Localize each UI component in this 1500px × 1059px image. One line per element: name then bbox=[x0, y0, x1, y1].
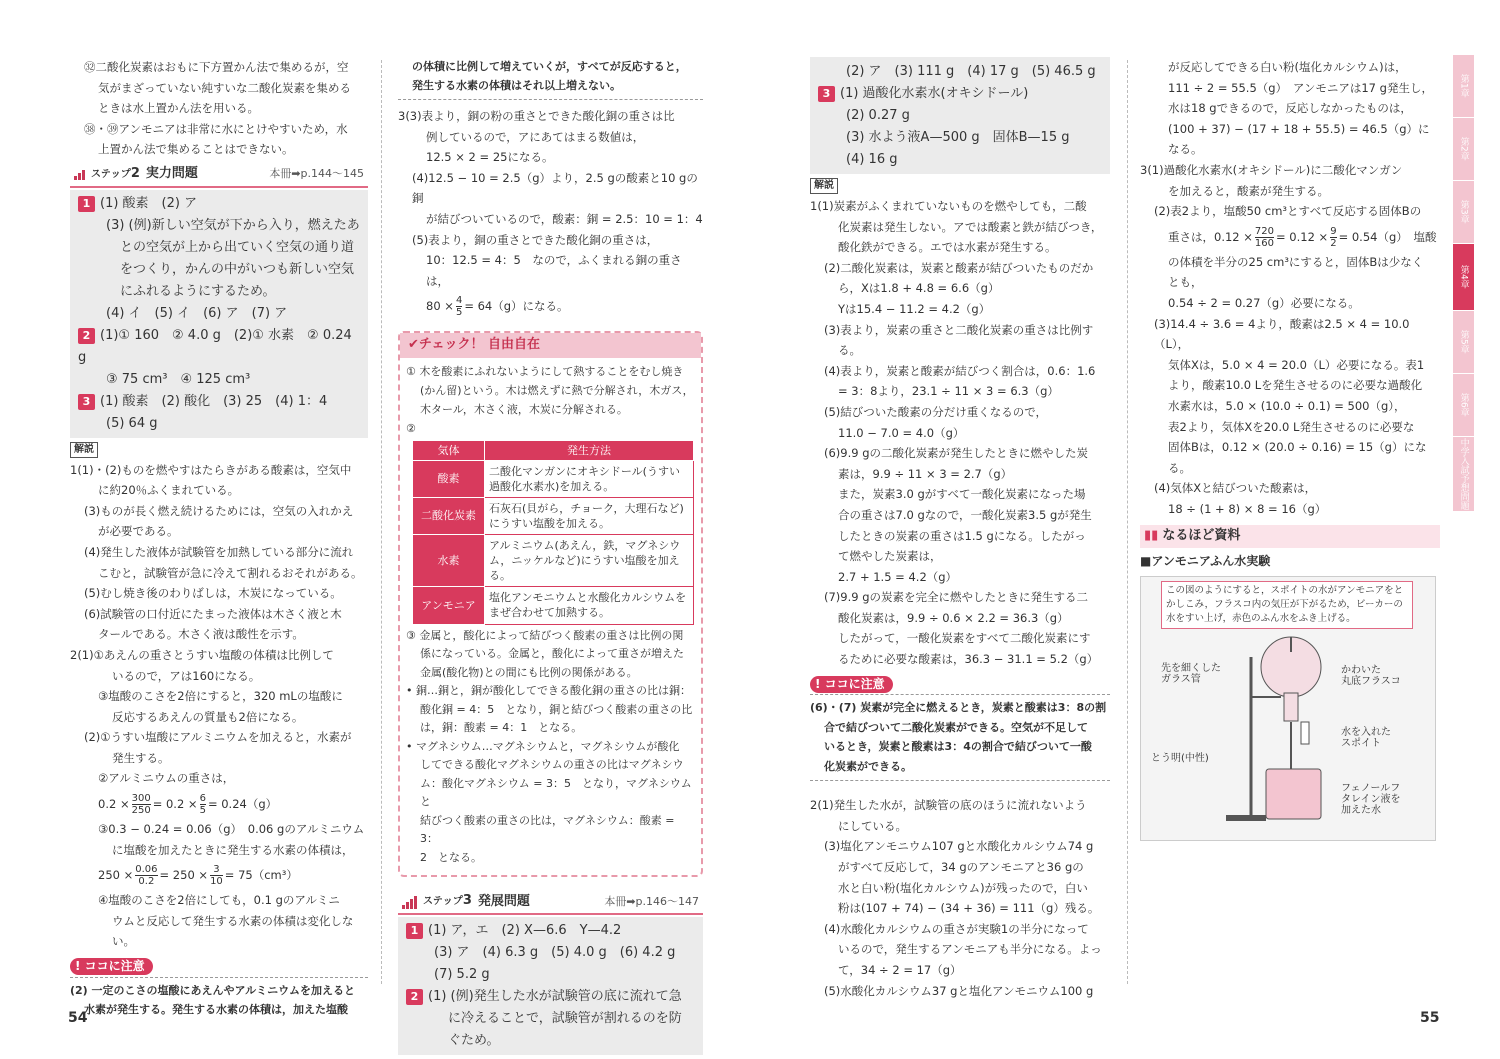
explanation-label: 解説 bbox=[810, 178, 838, 194]
gas-table bbox=[412, 440, 694, 625]
explanation bbox=[70, 460, 368, 952]
text-line: 2 となる。 bbox=[420, 850, 482, 864]
text-line: 発生する。 bbox=[112, 750, 170, 765]
text-line: (4)水酸化カルシウムの重さが実験1の半分になって bbox=[824, 921, 1089, 936]
text-line: 表2より，気体Xを20.0 L発生させるのに必要な bbox=[1168, 419, 1415, 434]
question-number: 2 bbox=[406, 989, 423, 1005]
text-line: ① 木を酸素にふれないようにして熱することをむし焼き bbox=[406, 364, 684, 378]
answer-line: (2) 0.27 g bbox=[846, 108, 910, 123]
label-phenolphthalein: フェノールフ タレイン液を 加えた水 bbox=[1341, 782, 1401, 816]
text-line: (2)表2より，塩酸50 cm³とすべて反応する固体Bの bbox=[1154, 204, 1422, 219]
answers-box bbox=[70, 190, 368, 438]
explanation bbox=[398, 106, 703, 321]
text-line: (3)表より，炭素の重さと二酸化炭素の重さは比例す bbox=[824, 322, 1094, 337]
caution-header: ! ココに注意 bbox=[70, 952, 368, 978]
label-glass-tube: 先を細くした ガラス管 bbox=[1161, 662, 1221, 685]
explanation-2 bbox=[810, 795, 1110, 1001]
explanation bbox=[1140, 57, 1440, 519]
text-line: (3)塩化アンモニウム107 gと水酸化カルシウム74 g bbox=[824, 839, 1094, 854]
explanation bbox=[810, 196, 1110, 670]
text-line: ム：酸化マグネシウム = 3：5 となり，マグネシウムと bbox=[420, 776, 692, 809]
level-bars-icon bbox=[74, 170, 85, 180]
text-line: ④塩酸のこさを2倍にしても，0.1 gのアルミニ bbox=[98, 893, 340, 908]
answer-line: 3 (1) 過酸化水素水(オキシドール) bbox=[818, 83, 1102, 105]
text-line: ②アルミニウムの重さは， bbox=[98, 771, 235, 786]
text-line: 係になっている。金属と，酸化によって重さが増えた bbox=[420, 647, 684, 661]
column-3 bbox=[810, 57, 1110, 1001]
text-line: (2)二酸化炭素は，炭素と酸素が結びついたものだか bbox=[824, 260, 1094, 275]
text-line: 水と白い粉(塩化カルシウム)が残ったので，白い bbox=[838, 880, 1088, 895]
answer-line: ③ 75 cm³ ④ 125 cm³ bbox=[106, 371, 251, 387]
page-number-right: 55 bbox=[1420, 1010, 1440, 1026]
chapter-tabs bbox=[1453, 55, 1497, 512]
text-line: (2)①うすい塩酸にアルミニウムを加えると，水素が bbox=[84, 730, 352, 745]
level-bars-icon bbox=[402, 896, 417, 909]
text-line: が必要である。 bbox=[98, 524, 179, 539]
answer-line: (3) ア (4) 6.3 g (5) 4.0 g (6) 4.2 g bbox=[434, 945, 676, 961]
text-line: ときは水上置かん法を用いる。 bbox=[98, 101, 259, 116]
text-line: (3)14.4 ÷ 3.6 = 4より，酸素は2.5 × 4 = 10.0（L）， bbox=[1154, 316, 1410, 352]
text-line: いるので，発生するアンモニアも半分になる。よっ bbox=[838, 942, 1102, 957]
text-line: してできる酸化マグネシウムの重さの比はマグネシウ bbox=[420, 758, 684, 772]
text-line: いるとき，炭素と酸素は3：4の割合で結びついて一酸 bbox=[824, 740, 1092, 754]
text-line: (5)水酸化カルシウム37 gと塩化アンモニウム100 g bbox=[824, 983, 1094, 998]
text-line: 合の重さは7.0 gなので，一酸化炭素3.5 gが発生 bbox=[838, 507, 1092, 522]
answer-line: 3 (1) 酸素 (2) 酸化 (3) 25 (4) 1：4 bbox=[78, 391, 360, 413]
figure-title: ■アンモニアふん水実験 bbox=[1140, 554, 1271, 569]
alert-icon: ! bbox=[75, 959, 81, 974]
answer-line: 1 (1) 酸素 (2) ア bbox=[78, 193, 360, 215]
text-line: (6)9.9 gの二酸化炭素が発生したときに燃やした炭 bbox=[824, 446, 1089, 461]
answers-box bbox=[398, 917, 703, 1055]
text-line: 例しているので，アにあてはまる数値は， bbox=[426, 129, 645, 144]
answer-line: をつくり，かんの中がいつも新しい空気 bbox=[120, 261, 355, 277]
answer-line: 2 (1)① 160 ② 4.0 g (2)① 水素 ② 0.24 g bbox=[78, 327, 352, 365]
explanation-label: 解説 bbox=[70, 442, 98, 458]
text-line: 酸化鉄ができる。エでは水素が発生する。 bbox=[838, 240, 1057, 255]
text-line: (100 + 37) − (17 + 18 + 55.5) = 46.5（g）になる。 bbox=[1168, 121, 1430, 157]
label-transparent: とう明(中性) bbox=[1151, 752, 1209, 764]
text-line: の体積を半分の25 cm³にすると，固体Bは少なく bbox=[1168, 254, 1424, 269]
text-line: こむと，試験管が急に冷えて割れるおそれがある。 bbox=[98, 565, 363, 580]
text-line: て，34 ÷ 2 = 17（g） bbox=[838, 963, 962, 977]
reference-header: ▮▮ なるほど資料 bbox=[1140, 525, 1440, 548]
text-line: 18 ÷ (1 + 8) × 8 = 16（g） bbox=[1168, 501, 1327, 516]
text-line: の体積に比例して増えていくが，すべてが反応すると， bbox=[412, 60, 687, 73]
text-line: がすべて反応して，34 gのアンモニアと36 gの bbox=[838, 860, 1084, 875]
text-line: 2.7 + 1.5 = 4.2（g） bbox=[838, 569, 958, 584]
table-row: 酸素 二酸化マンガンにオキシドール(うすい過酸化水素水)を加える。 bbox=[413, 460, 694, 497]
text-line: いるので，アは160になる。 bbox=[112, 668, 261, 683]
caution-text bbox=[810, 698, 1110, 781]
answer-line: 1 (1) ア，エ (2) X—6.6 Y—4.2 bbox=[406, 920, 695, 942]
text-line: は，銅：酸素 = 4：1 となる。 bbox=[420, 721, 583, 735]
table-row: アンモニア 塩化アンモニウムと水酸化カルシウムをまぜ合わせて加熱する。 bbox=[413, 586, 694, 624]
book-icon: ▮▮ bbox=[1144, 528, 1159, 544]
answer-line: (5) 64 g bbox=[106, 415, 158, 431]
text-line: るために必要な酸素は，36.3 − 31.1 = 5.2（g） bbox=[838, 652, 1099, 667]
answer-line: に冷えることで，試験管が割れるのを防 bbox=[448, 1011, 682, 1027]
text-line: 上置かん法で集めることはできない。 bbox=[98, 142, 294, 157]
answer-line: (2) ア (3) 111 g (4) 17 g (5) 46.5 g bbox=[846, 64, 1096, 79]
text-line: 3(1)過酸化水素水(オキシドール)に二酸化マンガン bbox=[1140, 162, 1403, 177]
text-line: タールである。木さく液は酸性を示す。 bbox=[98, 627, 304, 642]
answer-line: ぐため。 bbox=[448, 1033, 500, 1049]
text-line: ら，Xは1.8 + 4.8 = 6.6（g） bbox=[838, 281, 1000, 296]
text-line: (5)むし焼き後のわりばしは，木炭になっている。 bbox=[84, 586, 342, 601]
text-line: ③0.3 − 0.24 = 0.06（g） 0.06 gのアルミニウム bbox=[98, 822, 365, 837]
text-line: 1(1)炭素がふくまれていないものを燃やしても，二酸 bbox=[810, 199, 1087, 213]
table-header: 気体 発生方法 bbox=[413, 440, 694, 460]
caution-header: ! ココに注意 bbox=[810, 670, 1110, 696]
text-line: したがって，一酸化炭素をすべて二酸化炭素にす bbox=[838, 631, 1091, 646]
formula: 重さは，0.12 × $\frac{720}{160}$ = 0.12 × $\frac{9}{2}$ = 0.54（g） 塩酸 bbox=[1168, 225, 1437, 249]
text-line: ③塩酸のこさを2倍にすると，320 mLの塩酸に bbox=[98, 689, 343, 704]
answer-line: (7) 5.2 g bbox=[434, 967, 490, 983]
answer-line: との空気が上から出ていく空気の通り道 bbox=[120, 239, 355, 255]
text-line: 111 ÷ 2 = 55.5（g） アンモニアは17 g発生し， bbox=[1168, 80, 1433, 95]
text-line: 2(1)発生した水が，試験管の底のほうに流れないよう bbox=[810, 798, 1087, 813]
column-1 bbox=[70, 57, 368, 1019]
text-line: より，酸素10.0 Lを発生させるのに必要な過酸化 bbox=[1168, 378, 1423, 393]
text-line: (4)気体Xと結びついた酸素は， bbox=[1154, 481, 1317, 496]
question-number: 1 bbox=[406, 923, 423, 939]
formula: 0.2 × $\frac{300}{250}$ = 0.2 × $\frac{6}{5}$ = 0.24（g） bbox=[98, 793, 278, 817]
tab-chapter-4[interactable]: 第4章 bbox=[1453, 244, 1474, 311]
caution-text bbox=[70, 981, 368, 1019]
text-line: 結びつく酸素の重さの比は，マグネシウム：酸素 = 3： bbox=[420, 813, 675, 846]
figure-note: この図のようにすると，スポイトの水がアンモニアをとかしこみ，フラスコ内の気圧が下がるため，ビーカーの水をすい上げ，赤色のふん水をふき上げる。 bbox=[1161, 581, 1413, 629]
question-number: 2 bbox=[78, 328, 95, 344]
page-reference: 本冊➡p.146〜147 bbox=[604, 894, 699, 908]
text-line: (3)ものが長く燃え続けるためには，空気の入れかえ bbox=[84, 503, 354, 518]
text-line: 10：12.5 = 4：5 なので，ふくまれる銅の重さは， bbox=[426, 253, 682, 288]
page-number-left: 54 bbox=[68, 1010, 88, 1026]
step-title: 発展問題 bbox=[477, 893, 530, 909]
text-line: 化炭素は発生しない。アでは酸素と鉄が結びつき， bbox=[838, 219, 1103, 234]
text-line: ㉜二酸化炭素はおもに下方置かん法で集めるが，空 bbox=[84, 60, 349, 74]
tab-chapter-3[interactable]: 第3章 bbox=[1453, 181, 1474, 244]
text-line: 発生する水素の体積はそれ以上増えない。 bbox=[412, 79, 621, 92]
label-dropper: 水を入れた スポイト bbox=[1341, 726, 1391, 749]
text-line: 水素水は，5.0 × (10.0 ÷ 0.1) = 500（g）， bbox=[1168, 398, 1406, 413]
text-line: (4)12.5 − 10 = 2.5（g）より，2.5 gの酸素と10 gの銅 bbox=[412, 170, 698, 206]
text-line: 酸化炭素は，9.9 ÷ 0.6 × 2.2 = 36.3（g） bbox=[838, 610, 1069, 625]
text-line: ㊳・㊴アンモニアは非常に水にとけやすいため，水 bbox=[84, 121, 348, 136]
text-line: 12.5 × 2 = 25になる。 bbox=[426, 150, 554, 165]
text-line: 固体Bは，0.12 × (20.0 ÷ 0.16) = 15（g）になる。 bbox=[1168, 440, 1427, 475]
text-line: ウムと反応して発生する水素の体積は変化しな bbox=[112, 913, 354, 928]
column-divider bbox=[1127, 60, 1128, 984]
text-line: 素は，9.9 ÷ 11 × 3 = 2.7（g） bbox=[838, 466, 1013, 481]
text-line: (7)9.9 gの炭素を完全に燃やしたときに発生する二 bbox=[824, 590, 1089, 605]
text-line: 気体Xは，5.0 × 4 = 20.0（L）必要になる。表1 bbox=[1168, 357, 1425, 372]
text-line: 11.0 − 7.0 = 4.0（g） bbox=[838, 425, 965, 440]
fountain-figure bbox=[1140, 576, 1436, 841]
text-line: (5)結びついた酸素の分だけ重くなるので， bbox=[824, 404, 1048, 419]
page-reference: 本冊➡p.144〜145 bbox=[269, 167, 364, 181]
question-number: 3 bbox=[78, 394, 95, 410]
text-line: • マグネシウム…マグネシウムと，マグネシウムが酸化 bbox=[406, 739, 680, 753]
text-line: 化炭素ができる。 bbox=[824, 759, 912, 773]
step3-header bbox=[398, 891, 703, 915]
text-line: (2) 一定のこさの塩酸にあえんやアルミニウムを加えると bbox=[70, 983, 355, 997]
text-line: 酸化銅 = 4：5 となり，銅と結びつく酸素の重さの比 bbox=[420, 702, 693, 716]
intro-lines bbox=[70, 57, 368, 160]
check-title: ✔チェック！ 自由自在 bbox=[400, 333, 701, 358]
table-row: 二酸化炭素 石灰石(貝がら，チョーク，大理石など)にうすい塩酸を加える。 bbox=[413, 497, 694, 534]
text-line: 3(3)表より，銅の粉の重さとできた酸化銅の重さは比 bbox=[398, 109, 675, 123]
text-line: (5)表より，銅の重さとできた酸化銅の重さは， bbox=[412, 232, 659, 247]
caution-continued bbox=[398, 57, 703, 100]
column-4 bbox=[1140, 57, 1440, 841]
text-line: したときの炭素の重さは1.5 gになる。したがっ bbox=[838, 528, 1086, 543]
text-line: が反応してできる白い粉(塩化カルシウム)は， bbox=[1168, 60, 1407, 74]
text-line: • 銅…銅と，銅が酸化してできる酸化銅の重さの比は銅： bbox=[406, 684, 691, 698]
text-line: (6)・(7) 炭素が完全に燃えるとき，炭素と酸素は3：8の割 bbox=[810, 701, 1107, 715]
text-line: 粉は(107 + 74) − (34 + 36) = 111（g）残る。 bbox=[838, 901, 1100, 916]
text-line: 金属(酸化物)との間にも比例の関係がある。 bbox=[420, 665, 638, 679]
text-line: また，炭素3.0 gがすべて一酸化炭素になった場 bbox=[838, 487, 1086, 502]
formula: 250 × $\frac{0.06}{0.2}$ = 250 × $\frac{3}{10}$ = 75（cm³） bbox=[98, 864, 298, 888]
answer-line: (4) イ (5) イ (6) ア (7) ア bbox=[106, 305, 288, 321]
text-line: を加えると，酸素が発生する。 bbox=[1168, 183, 1329, 198]
step-title: 実力問題 bbox=[145, 166, 198, 182]
answers-box bbox=[810, 57, 1110, 174]
question-number: 1 bbox=[78, 196, 95, 212]
text-line: て燃やした炭素は， bbox=[838, 549, 942, 564]
text-line: Yは15.4 − 11.2 = 4.2（g） bbox=[838, 301, 991, 316]
answer-line: (4) 16 g bbox=[846, 152, 898, 167]
text-line: 水素が発生する。発生する水素の体積は，加えた塩酸 bbox=[84, 1002, 348, 1016]
text-line: ② bbox=[406, 421, 416, 435]
tab-chapter-2[interactable]: 第2章 bbox=[1453, 118, 1474, 181]
answer-line: にふれるようにするため。 bbox=[120, 283, 276, 299]
check-box bbox=[398, 331, 703, 877]
answer-line: (3) 水よう液A—500 g 固体B—15 g bbox=[846, 130, 1070, 145]
tab-chapter-5[interactable]: 第5章 bbox=[1453, 311, 1474, 374]
tab-chapter-6[interactable]: 第6章 bbox=[1453, 374, 1474, 437]
step-tag: ステップ2 bbox=[91, 165, 140, 181]
text-line: い。 bbox=[112, 934, 135, 949]
tab-entrance-exam[interactable]: 中学入試予想問題 bbox=[1453, 437, 1474, 512]
column-2 bbox=[398, 57, 703, 1055]
text-line: とも， bbox=[1168, 275, 1203, 290]
text-line: 木タール，木さく液，木炭に分解される。 bbox=[420, 402, 628, 416]
text-line: が結びついているので，酸素：銅 = 2.5：10 = 1：4 bbox=[426, 211, 703, 226]
text-line: ③ 金属と，酸化によって結びつく酸素の重さは比例の関 bbox=[406, 628, 684, 642]
answer-line: (3) (例)新しい空気が下から入り，燃えたあ bbox=[106, 217, 360, 233]
text-line: 反応するあえんの質量も2倍になる。 bbox=[112, 709, 304, 724]
column-divider bbox=[381, 60, 382, 984]
text-line: にしている。 bbox=[838, 818, 907, 833]
text-line: 水は18 gできるので，反応しなかったものは， bbox=[1168, 101, 1412, 116]
text-line: に塩酸を加えたときに発生する水素の体積は， bbox=[112, 842, 354, 857]
text-line: 気がまざっていない純すいな二酸化炭素を集める bbox=[98, 80, 351, 95]
text-line: 2(1)①あえんの重さとうすい塩酸の体積は比例して bbox=[70, 647, 334, 662]
answer-line: 2 (1) (例)発生した水が試験管の底に流れて急 bbox=[406, 986, 695, 1008]
table-row: 水素 アルミニウム(あえん，鉄，マグネシウム，ニッケルなど)にうすい塩酸を加える。 bbox=[413, 534, 694, 586]
text-line: (4)発生した液体が試験管を加熱している部分に流れ bbox=[84, 544, 354, 559]
text-line: (かん留)という。木は燃えずに熱で分解され，木ガス， bbox=[420, 383, 694, 397]
alert-icon: ! bbox=[815, 676, 821, 691]
tab-chapter-1[interactable]: 第1章 bbox=[1453, 55, 1474, 118]
step-tag: ステップ3 bbox=[423, 893, 472, 909]
formula: 80 × $\frac{4}{5}$ = 64（g）になる。 bbox=[426, 295, 569, 319]
text-line: る。 bbox=[838, 343, 861, 358]
label-flask: かわいた 丸底フラスコ bbox=[1341, 664, 1401, 687]
text-line: に約20％ふくまれている。 bbox=[98, 483, 240, 498]
text-line: 0.54 ÷ 2 = 0.27（g）必要になる。 bbox=[1168, 295, 1360, 310]
text-line: = 3：8より，23.1 ÷ 11 × 3 = 6.3（g） bbox=[838, 384, 1059, 399]
text-line: (4)表より，炭素と酸素が結びつく割合は，0.6：1.6 bbox=[824, 363, 1096, 378]
question-number: 3 bbox=[818, 86, 835, 102]
step2-header bbox=[70, 164, 368, 188]
text-line: (6)試験管の口付近にたまった液体は木さく液と木 bbox=[84, 606, 342, 621]
text-line: 1(1)・(2)ものを燃やすはたらきがある酸素は，空気中 bbox=[70, 462, 352, 477]
text-line: 合で結びついて二酸化炭素ができる。空気が不足して bbox=[824, 720, 1088, 734]
